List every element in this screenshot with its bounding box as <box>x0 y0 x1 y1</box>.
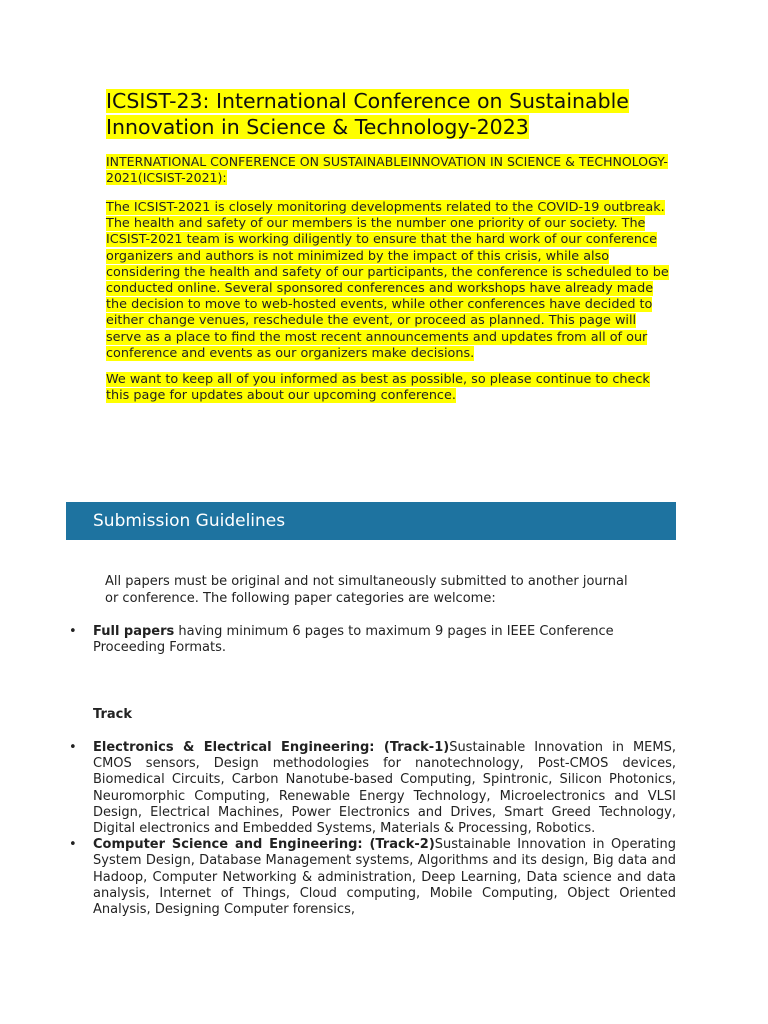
submission-intro: All papers must be original and not simultaneously submitted to another journal or conference. The following paper categories are welcome: <box>105 574 628 606</box>
track-label: Track <box>93 707 132 722</box>
covid-paragraph-text: The ICSIST-2021 is closely monitoring developments related to the COVID-19 outbreak. The health and safety of our members is the number one priority of our society. The ICSIST-2021 team is working diligently to ensure that the hard work of our conference organizers and authors is not minimized by the impact of this crisis, while also considering the health and safety of our participants, the conference is scheduled to be conducted online. Several sponsored conferences and workshops have already made the decision to move to web-hosted events, while other conferences have decided to either change venues, reschedule the event, or proceed as planned. This page will serve as a place to find the most recent announcements and updates from all of our conference and events as our organizers make decisions. <box>106 200 669 361</box>
conference-subtitle <box>106 154 672 186</box>
list-item <box>66 624 676 656</box>
full-papers-label: Full papers <box>93 624 175 639</box>
track-list <box>66 740 676 918</box>
track-1-topics: Sustainable Innovation in MEMS, CMOS sensors, Design methodologies for nanotechnology, Post-CMOS devices, Biomedical Circuits, Carbon Nanotube-based Computing, Spintronic, Silicon Photonics, Neuromorphic Computing, Renewable Energy Technology, Microelectronics and VLSI Design, Electrical Machines, Power Electronics and Drives, Smart Greed Technology, Digital electronics and Embedded Systems, Materials & Processing, Robotics. <box>93 740 676 837</box>
covid-paragraph <box>106 200 672 362</box>
track-1-title: Electronics & Electrical Engineering: (Track-1) <box>93 740 450 755</box>
bullet-icon: • <box>69 837 77 853</box>
intro-section <box>106 88 672 404</box>
conference-subtitle-text: INTERNATIONAL CONFERENCE ON SUSTAINABLEINNOVATION IN SCIENCE & TECHNOLOGY-2021(ICSIST-2021): <box>106 154 668 185</box>
list-item-track-2 <box>66 837 676 918</box>
submission-guidelines-header <box>66 502 676 540</box>
submission-guidelines-heading: Submission Guidelines <box>93 511 286 531</box>
track-2-title: Computer Science and Engineering: (Track-2) <box>93 837 435 853</box>
bullet-icon: • <box>69 740 77 755</box>
updates-paragraph <box>106 372 672 404</box>
bullet-icon: • <box>69 624 77 639</box>
track-2-topics: Sustainable Innovation in Operating System Design, Database Management systems, Algorithms and its design, Big data and Hadoop, Computer Networking & administration, Deep Learning, Data science and data analysis, Internet of Things, Cloud computing, Mobile Computing, Object Oriented Analysis, Designing Computer forensics, <box>93 837 676 918</box>
updates-paragraph-text: We want to keep all of you informed as best as possible, so please continue to check this page for updates about our upcoming conference. <box>106 372 650 404</box>
page-title <box>106 88 672 140</box>
full-papers-text: having minimum 6 pages to maximum 9 pages in IEEE Conference Proceeding Formats. <box>93 624 614 656</box>
full-papers-bullet <box>66 624 676 656</box>
list-item-track-1 <box>66 740 676 837</box>
page-title-text: ICSIST-23: International Conference on Sustainable Innovation in Science & Technology-2023 <box>106 89 629 139</box>
